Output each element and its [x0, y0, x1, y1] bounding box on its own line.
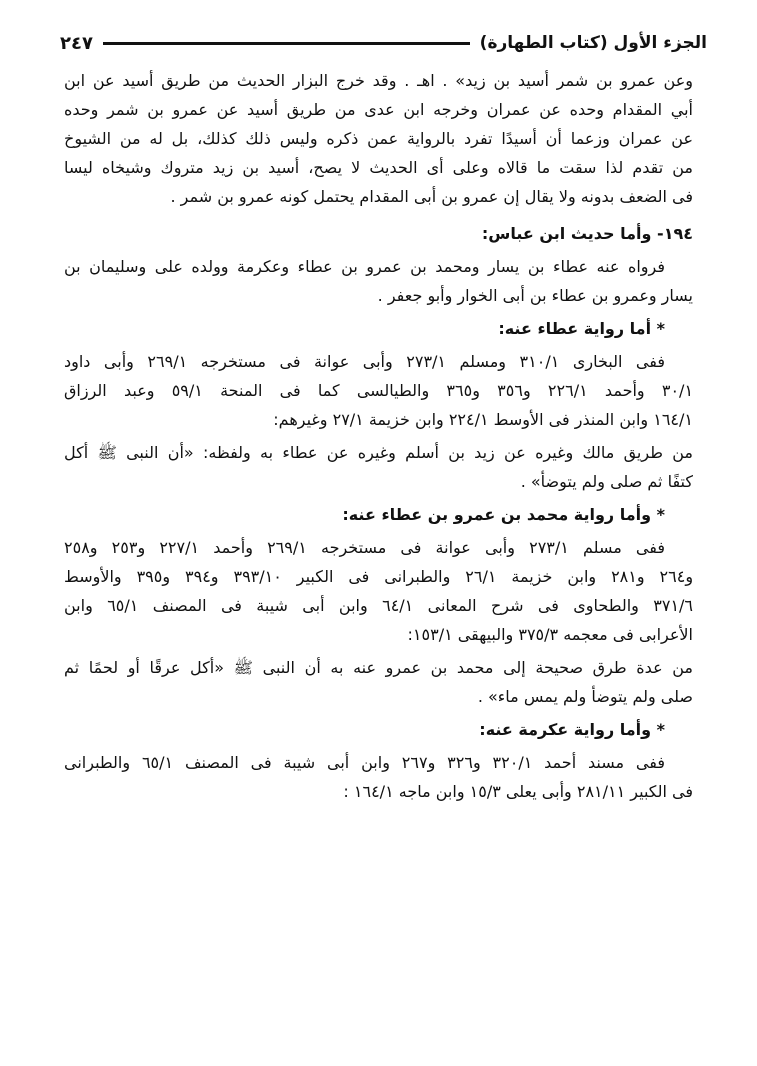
spacer [64, 211, 693, 219]
body-line: ففى البخارى ٣١٠/١ ومسلم ٢٧٣/١ وأبى عوانة فى مستخرجه ٢٦٩/١ وأبى داود [64, 352, 666, 371]
body-line: وعن عمرو بن شمر أسيد بن زيد» . اهـ . وقد خرج البزار الحديث من طريق أسيد عن ابن [64, 71, 693, 90]
body-line: فرواه عنه عطاء بن يسار ومحمد بن عمرو بن عطاء وعكرمة وولده على وسليمان بن [64, 257, 665, 276]
header-rule [103, 42, 470, 45]
running-header [60, 30, 707, 56]
subsection-heading: * أما رواية عطاء عنه: [498, 319, 665, 338]
page-body [64, 66, 693, 806]
subsection-heading: * وأما رواية عكرمة عنه: [479, 720, 665, 739]
body-line: عن عمران وزعما أن أسيدًا تفرد بالرواية عمن ذكره وليس ذلك كذلك، بل له من الشيوخ [64, 129, 693, 148]
body-line: و٢٦٤ و٢٨١ وابن خزيمة ٢٦/١ والطبرانى فى الكبير ٣٩٣/١٠ و٣٩٤ و٣٩٥ والأوسط [64, 567, 693, 586]
body-line: من تقدم لذا سقت ما قالاه وعلى أى الحديث لا يصح، أسيد بن زيد متروك وشيخاه ليسا [64, 158, 693, 177]
body-line: الأعرابى فى معجمه ٣٧٥/٣ والبيهقى ١٥٣/١: [407, 625, 693, 644]
section-heading: ١٩٤- وأما حديث ابن عباس: [481, 224, 693, 243]
page-number: ٢٤٧ [60, 32, 93, 54]
body-line: ٣٠/١ وأحمد ٢٢٦/١ و٣٥٦ و٣٦٥ والطيالسى كما فى المنحة ٥٩/١ وعبد الرزاق [64, 381, 693, 400]
body-line: فى الضعف بدونه ولا يقال إن عمرو بن أبى المقدام يحتمل كونه عمرو بن شمر . [170, 187, 693, 206]
body-line: ففى مسلم ٢٧٣/١ وأبى عوانة فى مستخرجه ٢٦٩/١ وأحمد ٢٢٧/١ و٢٥٣ و٢٥٨ [64, 538, 666, 557]
body-line: صلى ولم يتوضأ ولم يمس ماء» . [477, 687, 693, 706]
subsection-heading: * وأما رواية محمد بن عمرو بن عطاء عنه: [342, 505, 665, 524]
body-line: ٣٧١/٦ والطحاوى فى شرح المعانى ٦٤/١ وابن أبى شيبة فى المصنف ٦٥/١ وابن [64, 596, 693, 615]
body-line: من عدة طرق صحيحة إلى محمد بن عمرو عنه به أن النبى ﷺ «أكل عرقًا أو لحمًا ثم [64, 658, 693, 677]
body-line: من طريق مالك وغيره عن زيد بن أسلم وغيره عن عطاء به ولفظه: «أن النبى ﷺ أكل [64, 443, 693, 462]
body-line: ١٦٤/١ وابن المنذر فى الأوسط ٢٢٤/١ وابن خزيمة ٢٧/١ وغيرهم: [273, 410, 693, 429]
body-line: فى الكبير ٢٨١/١١ وأبى يعلى ١٥/٣ وابن ماجه ١٦٤/١ : [343, 782, 693, 801]
header-title: الجزء الأول (كتاب الطهارة) [479, 33, 707, 53]
body-line: كتفًا ثم صلى ولم يتوضأ» . [520, 472, 693, 491]
body-line: أبي المقدام وحده عن عمران وخرجه ابن عدى من طريق أسيد عن عمرو بن شمر وحده [64, 100, 693, 119]
body-line: يسار وعمرو بن عطاء بن أبى الخوار وأبو جعفر . [377, 286, 693, 305]
body-line: ففى مسند أحمد ٣٢٠/١ و٣٢٦ و٢٦٧ وابن أبى شيبة فى المصنف ٦٥/١ والطبرانى [64, 753, 666, 772]
